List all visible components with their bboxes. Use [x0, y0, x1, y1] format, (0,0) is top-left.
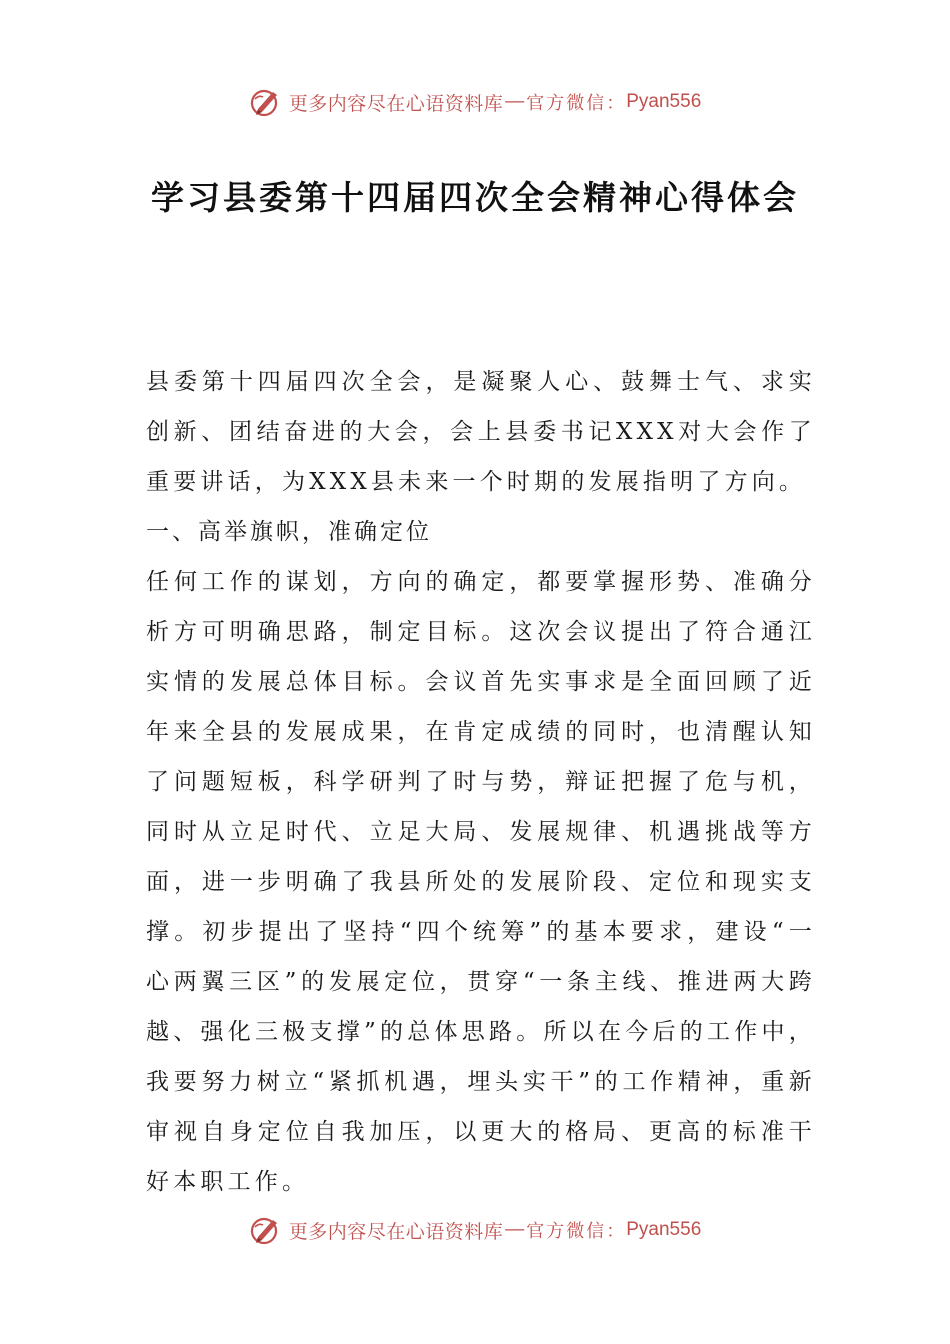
watermark-main-text: 更多内容尽在心语资料库 [288, 1220, 504, 1243]
pen-logo-icon [249, 1213, 283, 1247]
section-heading: 一、高举旗帜，准确定位 [146, 519, 432, 545]
body-paragraph: 县委第十四届四次全会，是凝聚人心、鼓舞士气、求实创新、团结奋进的大会，会上县委书记XXX对大会作了重要讲话，为XXX县未来一个时期的发展指明了方向。 [146, 369, 816, 495]
watermark-dash: — [505, 91, 525, 112]
watermark-dash: — [505, 1219, 525, 1240]
body-paragraph: 任何工作的谋划，方向的确定，都要掌握形势、准确分析方可明确思路，制定目标。这次会议提出了符合通江实情的发展总体目标。会议首先实事求是全面回顾了近年来全县的发展成果，在肯定成绩的同时，也清醒认知了问题短板，科学研判了时与势，辩证把握了危与机，同时从立足时代、立足大局、发展规律、机遇挑战等方面，进一步明确了我县所处的发展阶段、定位和现实支撑。初步提出了坚持“四个统筹”的基本要求，建设“一心两翼三区”的发展定位，贯穿“一条主线、推进两大跨越、强化三极支撑”的总体思路。所以在今后的工作中，我要努力树立“紧抓机遇，埋头实干”的工作精神，重新审视自身定位自我加压，以更大的格局、更高的标准干好本职工作。 [146, 569, 816, 1195]
document-body [146, 357, 816, 1207]
header-watermark [0, 82, 950, 122]
document-title: 学习县委第十四届四次全会精神心得体会 [151, 178, 799, 217]
footer-watermark [0, 1210, 950, 1250]
watermark-wechat-id: Pyan556 [626, 91, 702, 112]
watermark-sub-text: 官方微信： [526, 1221, 627, 1242]
watermark-sub-text: 官方微信： [526, 93, 627, 114]
watermark-wechat-id: Pyan556 [626, 1219, 702, 1240]
pen-logo-icon [249, 85, 283, 119]
watermark-main-text: 更多内容尽在心语资料库 [288, 92, 504, 115]
